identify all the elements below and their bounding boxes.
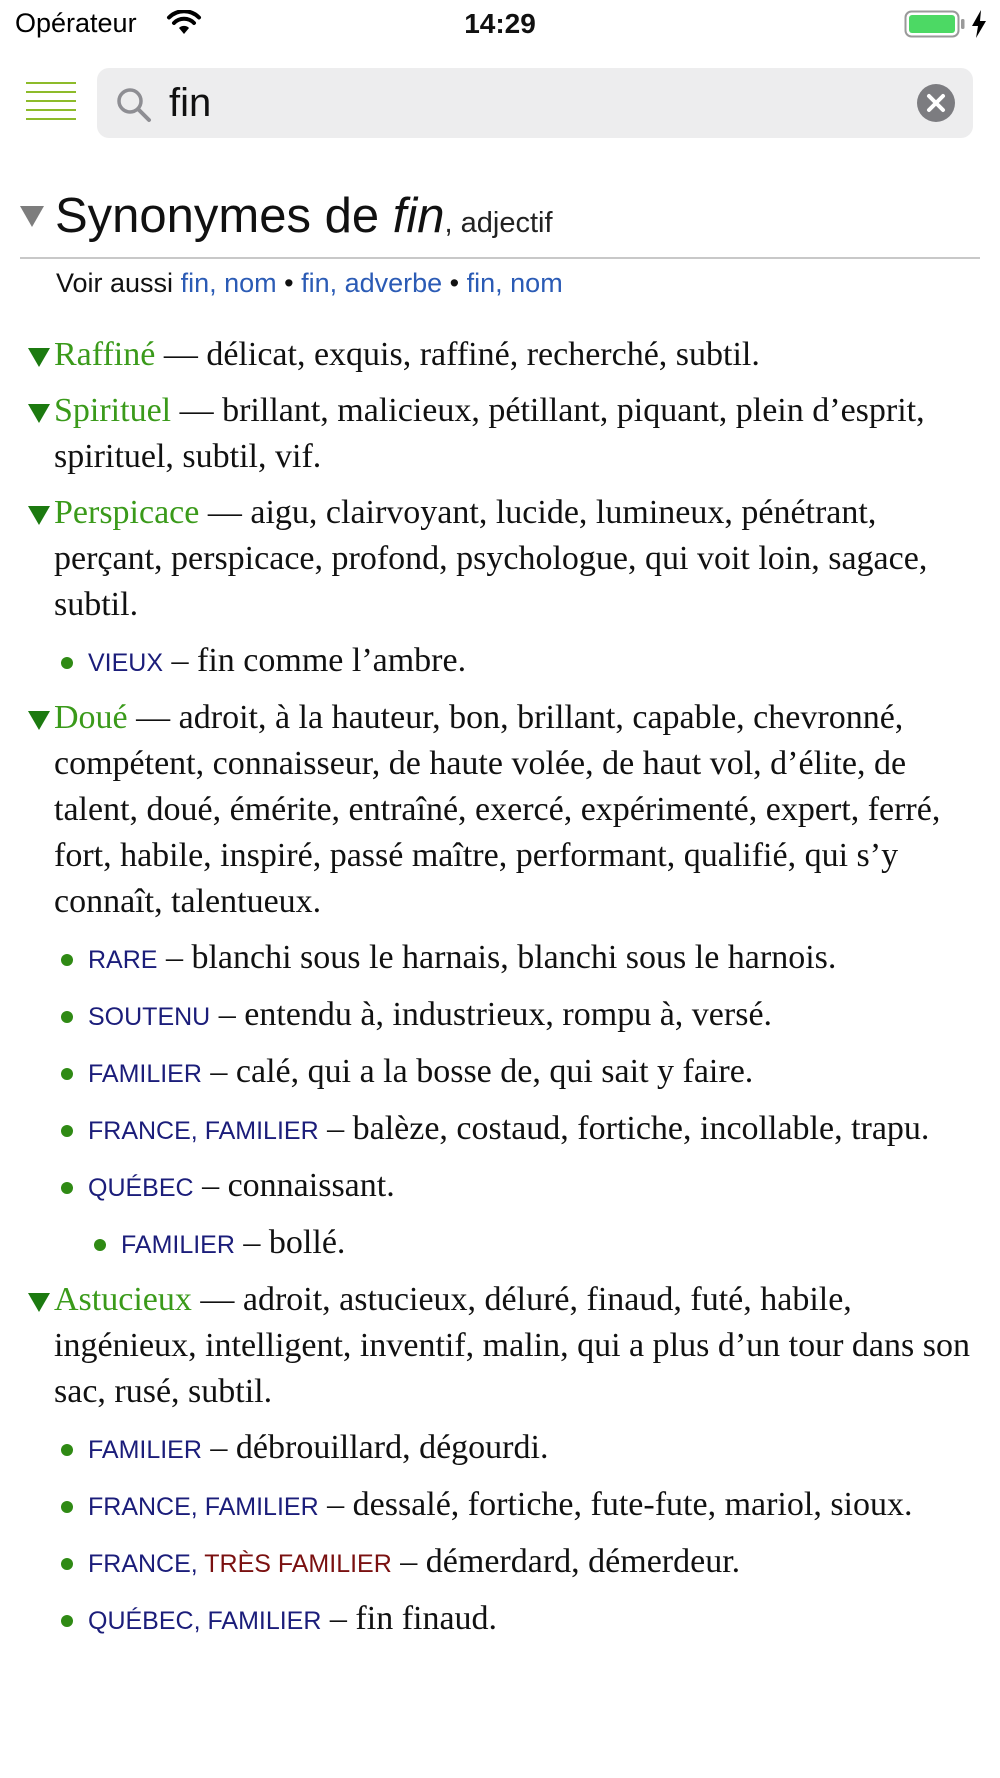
synonym-entry (0, 490, 1000, 628)
synonym-text: — adroit, astucieux, déluré, finaud, futé, habile, ingénieux, intelligent, inventif, malin, qui a plus d’un tour dans son sac, rusé, subtil. (54, 1281, 970, 1410)
collapse-triangle-icon[interactable] (28, 348, 50, 367)
title-prefix: Synonymes de (55, 189, 393, 243)
hamburger-line (26, 91, 76, 93)
part-of-speech: , adjectif (444, 207, 553, 239)
see-also-link[interactable]: fin, nom (466, 268, 563, 298)
usage-item (0, 1163, 1000, 1211)
hamburger-line (26, 109, 76, 111)
usage-text: – calé, qui a la bosse de, qui sait y faire. (201, 1053, 754, 1090)
usage-label: FAMILIER (121, 1231, 235, 1259)
see-also (56, 268, 563, 299)
see-also-label: Voir aussi (56, 268, 181, 298)
collapse-triangle-icon[interactable] (28, 404, 50, 423)
see-also-link[interactable]: fin, nom (180, 268, 277, 298)
usage-item (0, 1596, 1000, 1644)
usage-text: – dessalé, fortiche, fute-fute, mariol, sioux. (318, 1486, 913, 1523)
usage-label: FAMILIER (204, 1493, 319, 1521)
bullet-icon (61, 954, 73, 966)
synonym-list (0, 332, 1000, 1653)
usage-text: – balèze, costaud, fortiche, incollable, trapu. (318, 1110, 930, 1147)
sense-label[interactable]: Astucieux (54, 1281, 192, 1318)
sense-label[interactable]: Spirituel (54, 392, 172, 429)
bullet-icon (61, 1011, 73, 1023)
usage-text: – connaissant. (193, 1167, 395, 1204)
clear-search-button[interactable] (917, 84, 955, 122)
usage-text: – bollé. (234, 1224, 346, 1261)
usage-item (0, 992, 1000, 1040)
title-word: fin (392, 189, 445, 243)
usage-item (0, 1482, 1000, 1530)
synonym-entry (0, 388, 1000, 480)
usage-label: FAMILIER (207, 1607, 322, 1635)
synonym-text: — adroit, à la hauteur, bon, brillant, capable, chevronné, compétent, connaisseur, de haute volée, de haut vol, d’élite, de talent, doué, émérite, entraîné, exercé, expérimenté, expert, ferré, fort, habile, inspiré, passé maître, performant, qualifié, qui s’y connaît, talentueux. (54, 699, 941, 920)
usage-label: FRANCE (88, 1117, 191, 1145)
search-bar[interactable] (97, 68, 973, 138)
usage-label: FAMILIER (88, 1060, 202, 1088)
usage-label: FRANCE (88, 1550, 191, 1578)
page-title (55, 188, 553, 244)
clock: 14:29 (464, 8, 536, 39)
usage-text: – entendu à, industrieux, rompu à, versé. (210, 996, 773, 1033)
collapse-triangle-icon[interactable] (28, 506, 50, 525)
usage-item (0, 1106, 1000, 1154)
bullet-icon (61, 1501, 73, 1513)
synonym-entry (0, 1277, 1000, 1415)
usage-item (0, 1220, 1000, 1268)
battery-icon (904, 10, 966, 43)
usage-item (0, 935, 1000, 983)
label-separator: , (190, 1550, 205, 1578)
status-bar (0, 0, 1000, 52)
menu-button[interactable] (26, 82, 76, 122)
collapse-triangle-icon[interactable] (28, 711, 50, 730)
synonym-text: — aigu, clairvoyant, lucide, lumineux, pénétrant, perçant, perspicace, profond, psychologue, qui voit loin, sagace, subtil. (54, 494, 928, 623)
bullet-icon (61, 1444, 73, 1456)
close-icon (917, 84, 955, 122)
usage-item (0, 638, 1000, 686)
usage-text: – débrouillard, dégourdi. (201, 1429, 549, 1466)
charging-icon (970, 9, 988, 44)
bullet-icon (61, 1182, 73, 1194)
synonym-text: — délicat, exquis, raffiné, recherché, subtil. (155, 336, 760, 373)
bullet-icon (61, 1125, 73, 1137)
hamburger-line (26, 100, 76, 102)
hamburger-line (26, 82, 76, 84)
usage-label: QUÉBEC (88, 1174, 194, 1202)
usage-label: FAMILIER (204, 1117, 319, 1145)
usage-label: VIEUX (88, 649, 164, 677)
see-also-link[interactable]: fin, adverbe (301, 268, 443, 298)
synonym-entry (0, 695, 1000, 925)
synonym-entry (0, 332, 1000, 378)
label-separator: , (190, 1117, 205, 1145)
usage-text: – fin comme l’ambre. (163, 642, 467, 679)
usage-text: – blanchi sous le harnais, blanchi sous le harnois. (157, 939, 837, 976)
usage-text: – démerdard, démerdeur. (391, 1543, 741, 1580)
usage-item (0, 1049, 1000, 1097)
usage-label: TRÈS FAMILIER (204, 1550, 392, 1578)
hamburger-line (26, 118, 76, 120)
usage-item (0, 1539, 1000, 1587)
bullet-icon (61, 1068, 73, 1080)
sense-label[interactable]: Doué (54, 699, 128, 736)
sense-label[interactable]: Perspicace (54, 494, 200, 531)
separator: • (276, 268, 302, 298)
search-icon (114, 85, 154, 130)
bullet-icon (94, 1239, 106, 1251)
bullet-icon (61, 1558, 73, 1570)
sense-label[interactable]: Raffiné (54, 336, 156, 373)
collapse-triangle-icon[interactable] (28, 1293, 50, 1312)
bullet-icon (61, 657, 73, 669)
label-separator: , (193, 1607, 208, 1635)
carrier-name: Opérateur (15, 8, 137, 38)
usage-label: QUÉBEC (88, 1607, 194, 1635)
divider (20, 257, 980, 259)
usage-text: – fin finaud. (321, 1600, 498, 1637)
usage-item (0, 1425, 1000, 1473)
bullet-icon (61, 1615, 73, 1627)
separator: • (442, 268, 467, 298)
usage-label: FRANCE (88, 1493, 191, 1521)
usage-label: FAMILIER (88, 1436, 202, 1464)
usage-label: RARE (88, 946, 158, 974)
search-input[interactable] (169, 76, 889, 130)
collapse-triangle-icon[interactable] (20, 206, 44, 227)
label-separator: , (190, 1493, 205, 1521)
synonym-text: — brillant, malicieux, pétillant, piquant, plein d’esprit, spirituel, subtil, vif. (54, 392, 925, 475)
usage-label: SOUTENU (88, 1003, 211, 1031)
